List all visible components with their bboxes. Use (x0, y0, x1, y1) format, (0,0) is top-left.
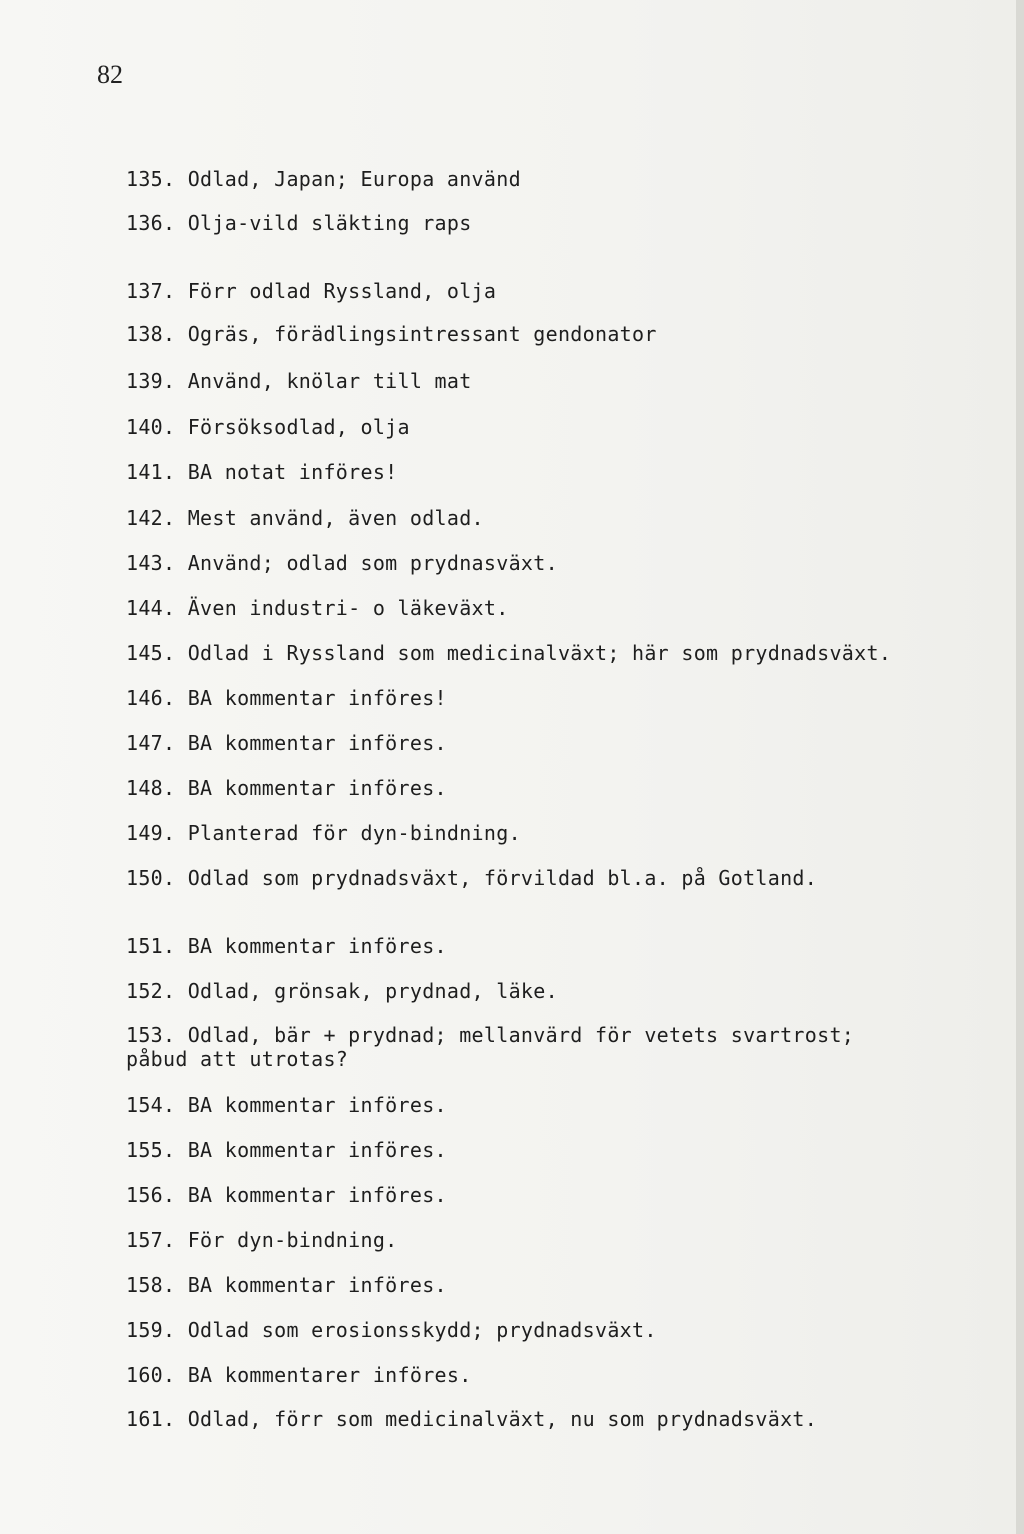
list-item (126, 866, 817, 890)
list-item (126, 979, 558, 1003)
entry-number: 154. (126, 1093, 176, 1117)
entry-number: 139. (126, 369, 176, 393)
entry-number: 137. (126, 279, 176, 303)
entry-number: 140. (126, 415, 176, 439)
entry-text: BA kommentar införes. (187, 1273, 447, 1297)
entry-number: 151. (126, 934, 176, 958)
list-item (126, 369, 472, 393)
list-item (126, 1363, 472, 1387)
entry-text: Odlad i Ryssland som medicinalväxt; här som prydnadsväxt. (187, 641, 892, 665)
entry-number: 148. (126, 776, 176, 800)
list-item (126, 322, 657, 346)
entry-number: 155. (126, 1138, 176, 1162)
entry-text: Försöksodlad, olja (187, 415, 410, 439)
entry-number: 141. (126, 460, 176, 484)
entry-number: 160. (126, 1363, 176, 1387)
list-item (126, 1318, 657, 1342)
list-item (126, 1407, 817, 1431)
entry-number: 146. (126, 686, 176, 710)
entry-number: 145. (126, 641, 176, 665)
entry-number: 136. (126, 211, 176, 235)
entry-text: Planterad för dyn-bindning. (187, 821, 521, 845)
list-item (126, 460, 398, 484)
entry-text: BA kommentarer införes. (187, 1363, 472, 1387)
list-item (126, 776, 447, 800)
list-item (126, 211, 472, 235)
entry-number: 144. (126, 596, 176, 620)
entry-number: 142. (126, 506, 176, 530)
list-item (126, 686, 447, 710)
entry-text: Använd; odlad som prydnasväxt. (187, 551, 558, 575)
entry-number: 150. (126, 866, 176, 890)
entry-text: BA kommentar införes. (187, 934, 447, 958)
list-item (126, 415, 410, 439)
entry-number: 152. (126, 979, 176, 1003)
list-item (126, 731, 447, 755)
list-item (126, 1023, 854, 1071)
entry-text: Mest använd, även odlad. (187, 506, 484, 530)
list-item (126, 1273, 447, 1297)
entry-number: 138. (126, 322, 176, 346)
list-item (126, 1183, 447, 1207)
entry-text: Odlad, grönsak, prydnad, läke. (187, 979, 558, 1003)
entry-text: Förr odlad Ryssland, olja (187, 279, 497, 303)
entry-text: Även industri- o läkeväxt. (187, 596, 509, 620)
entry-text: Ogräs, förädlingsintressant gendonator (187, 322, 657, 346)
entry-continuation: påbud att utrotas? (126, 1047, 349, 1071)
list-item (126, 934, 447, 958)
list-item (126, 1228, 398, 1252)
list-item (126, 1093, 447, 1117)
list-item (126, 506, 484, 530)
list-item (126, 821, 521, 845)
entry-text: BA kommentar införes! (187, 686, 447, 710)
entry-text: Odlad som erosionsskydd; prydnadsväxt. (187, 1318, 657, 1342)
list-item (126, 596, 509, 620)
entry-text: BA kommentar införes. (187, 776, 447, 800)
entry-number: 135. (126, 167, 176, 191)
entry-text: Odlad som prydnadsväxt, förvildad bl.a. på Gotland. (187, 866, 818, 890)
entry-number: 156. (126, 1183, 176, 1207)
entry-text: BA kommentar införes. (187, 731, 447, 755)
entry-number: 158. (126, 1273, 176, 1297)
list-item (126, 279, 496, 303)
entry-number: 159. (126, 1318, 176, 1342)
entry-text: Odlad, bär + prydnad; mellanvärd för vetets svartrost; (187, 1023, 855, 1047)
entry-number: 157. (126, 1228, 176, 1252)
entry-text: Använd, knölar till mat (187, 369, 472, 393)
entry-number: 161. (126, 1407, 176, 1431)
entry-text: BA notat införes! (187, 460, 398, 484)
list-item (126, 551, 558, 575)
entry-number: 143. (126, 551, 176, 575)
page-number: 82 (97, 60, 123, 89)
entry-text: Odlad, förr som medicinalväxt, nu som prydnadsväxt. (187, 1407, 818, 1431)
entry-text: BA kommentar införes. (187, 1093, 447, 1117)
entry-text: Olja-vild släkting raps (187, 211, 472, 235)
list-item (126, 641, 891, 665)
entry-text: För dyn-bindning. (187, 1228, 398, 1252)
list-item (126, 1138, 447, 1162)
entry-text: BA kommentar införes. (187, 1183, 447, 1207)
entry-number: 153. (126, 1023, 176, 1047)
list-item (126, 167, 521, 191)
entry-number: 147. (126, 731, 176, 755)
entry-text: Odlad, Japan; Europa använd (187, 167, 521, 191)
entry-number: 149. (126, 821, 176, 845)
entry-text: BA kommentar införes. (187, 1138, 447, 1162)
